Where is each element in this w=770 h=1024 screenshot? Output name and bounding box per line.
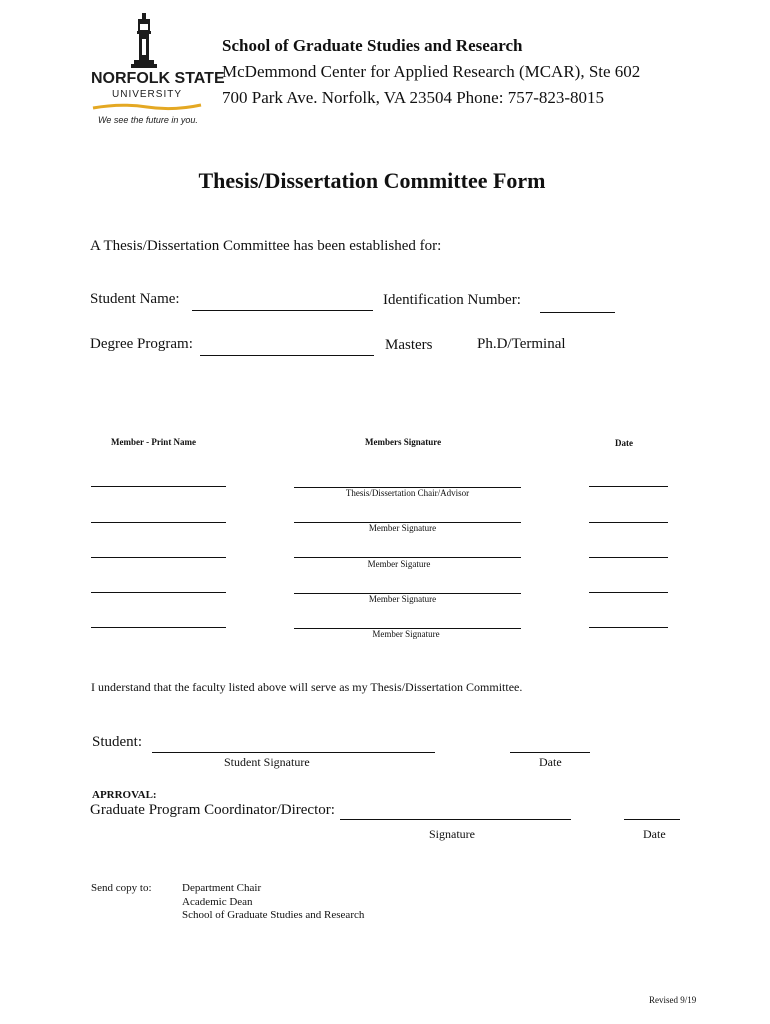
student-name-label: Student Name:: [90, 291, 180, 307]
student-name-field[interactable]: [192, 310, 373, 311]
logo-subtitle: UNIVERSITY: [112, 89, 183, 100]
masters-option[interactable]: Masters: [385, 337, 433, 353]
id-number-field[interactable]: [540, 312, 615, 313]
coordinator-signature-caption: Signature: [429, 827, 475, 841]
committee-statement: I understand that the faculty listed above will serve as my Thesis/Dissertation Committee.: [91, 680, 523, 694]
signature-caption: Member Signature: [372, 629, 440, 639]
id-number-label: Identification Number:: [383, 292, 521, 308]
phd-option[interactable]: Ph.D/Terminal: [477, 336, 566, 352]
signature-caption: Member Signature: [368, 523, 437, 533]
form-title: Thesis/Dissertation Committee Form: [198, 168, 546, 193]
student-signature-field[interactable]: [152, 752, 435, 753]
coordinator-signature-field[interactable]: [340, 819, 571, 820]
coordinator-date-caption: Date: [643, 827, 666, 841]
revision-note: Revised 9/19: [649, 995, 697, 1005]
student-label: Student:: [92, 734, 143, 750]
signature-caption: Thesis/Dissertation Chair/Advisor: [345, 488, 470, 498]
member-print-name-field[interactable]: [91, 557, 226, 558]
student-date-field[interactable]: [510, 752, 590, 753]
student-date-caption: Date: [539, 755, 562, 769]
recipient-item: Academic Dean: [182, 896, 253, 908]
tower-icon: [130, 13, 160, 70]
member-date-field[interactable]: [589, 486, 668, 487]
member-print-name-field[interactable]: [91, 592, 226, 593]
coordinator-date-field[interactable]: [624, 819, 680, 820]
coordinator-label: Graduate Program Coordinator/Director:: [90, 802, 335, 818]
signature-caption: Member Signature: [368, 594, 437, 604]
student-signature-caption: Student Signature: [224, 755, 310, 769]
member-date-field[interactable]: [589, 557, 668, 558]
logo-swoosh: [91, 102, 203, 112]
recipient-item: School of Graduate Studies and Research: [182, 909, 365, 921]
member-signature-field[interactable]: [294, 557, 521, 558]
logo-name: NORFOLK STATE: [91, 70, 225, 87]
col-member-header: Member - Print Name: [111, 437, 197, 447]
approval-heading: APRROVAL:: [92, 789, 157, 801]
header-line-1: School of Graduate Studies and Research: [222, 36, 523, 55]
signature-caption: Member Sigature: [367, 559, 431, 569]
member-print-name-field[interactable]: [91, 627, 226, 628]
degree-program-field[interactable]: [200, 355, 374, 356]
col-signature-header: Members Signature: [365, 437, 442, 447]
recipient-item: Department Chair: [182, 882, 262, 894]
member-print-name-field[interactable]: [91, 486, 226, 487]
header-line-3: 700 Park Ave. Norfolk, VA 23504 Phone: 757-823-8015: [222, 88, 605, 107]
member-date-field[interactable]: [589, 592, 668, 593]
member-date-field[interactable]: [589, 522, 668, 523]
member-print-name-field[interactable]: [91, 522, 226, 523]
degree-program-label: Degree Program:: [90, 336, 193, 352]
header-line-2: McDemmond Center for Applied Research (MCAR), Ste 602: [222, 62, 641, 81]
intro-text: A Thesis/Dissertation Committee has been established for:: [90, 238, 442, 254]
send-copy-label: Send copy to:: [91, 882, 152, 894]
logo-tagline: We see the future in you.: [98, 115, 198, 125]
col-date-header: Date: [615, 438, 633, 448]
member-date-field[interactable]: [589, 627, 668, 628]
